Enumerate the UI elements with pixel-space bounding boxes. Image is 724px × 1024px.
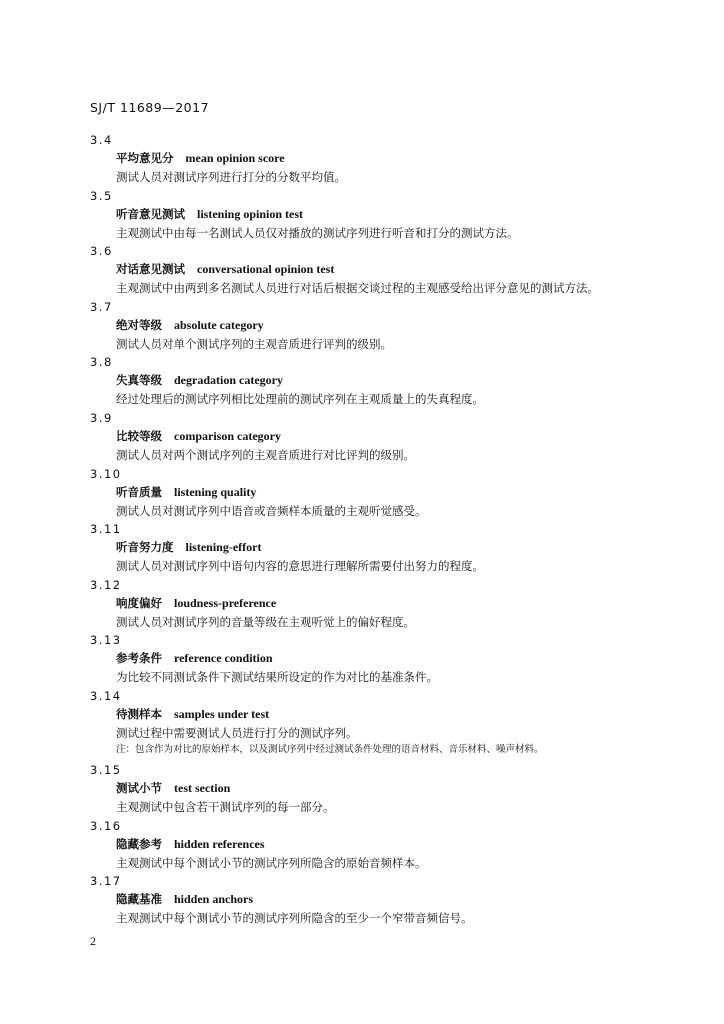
term-chinese: 失真等级 (116, 373, 162, 388)
term-definition: 主观测试中每个测试小节的测试序列所隐含的至少一个窄带音频信号。 (116, 911, 473, 926)
term-definition: 测试人员对测试序列进行打分的分数平均值。 (116, 170, 346, 184)
term-heading (116, 260, 334, 278)
term-heading (116, 890, 253, 908)
term-number: 3.8 (90, 355, 113, 370)
term-english: conversational opinion test (197, 262, 335, 277)
term-number: 3.10 (90, 466, 122, 481)
term-english: listening-effort (185, 540, 262, 555)
term-entry (0, 354, 724, 410)
term-heading (116, 538, 261, 556)
term-chinese: 听音意见测试 (116, 206, 185, 221)
term-number: 3.5 (90, 188, 113, 203)
term-entry (0, 410, 724, 466)
term-english: listening quality (174, 484, 257, 499)
term-heading (116, 594, 276, 612)
term-chinese: 平均意见分 (116, 151, 174, 165)
term-chinese: 隐藏基准 (116, 892, 162, 907)
term-number: 3.15 (90, 762, 122, 777)
term-definition: 主观测试中每个测试小节的测试序列所隐含的原始音频样本。 (116, 855, 427, 870)
term-heading (116, 835, 265, 853)
term-entry (0, 243, 724, 299)
term-definition: 主观测试中由两到多名测试人员进行对话后根据交谈过程的主观感受给出评分意见的测试方法。 (116, 281, 599, 296)
term-english: loudness-preference (174, 595, 277, 610)
term-definition: 主观测试中由每一名测试人员仅对播放的测试序列进行听音和打分的测试方法。 (116, 225, 519, 240)
term-heading (116, 427, 281, 445)
term-heading (116, 483, 256, 501)
term-heading (116, 649, 273, 667)
term-chinese: 听音努力度 (116, 540, 174, 555)
term-chinese: 测试小节 (116, 780, 162, 795)
term-english: samples under test (174, 706, 270, 721)
term-number: 3.4 (90, 133, 113, 147)
term-definition: 测试人员对测试序列中语句内容的意思进行理解所需要付出努力的程度。 (116, 559, 484, 574)
term-entry (0, 466, 724, 522)
term-chinese: 听音质量 (116, 484, 162, 499)
term-number: 3.6 (90, 244, 113, 259)
term-definition: 测试人员对单个测试序列的主观音质进行评判的级别。 (116, 336, 392, 351)
term-english: degradation category (174, 373, 283, 388)
term-entry (0, 873, 724, 929)
term-definition: 测试人员对两个测试序列的主观音质进行对比评判的级别。 (116, 447, 415, 462)
term-entry (0, 632, 724, 688)
term-heading (116, 779, 230, 797)
term-list (0, 132, 724, 929)
term-note: 注：包含作为对比的原始样本，以及测试序列中经过测试条件处理的语音材料、音乐材料、噪声材料。 (116, 743, 544, 755)
term-english: listening opinion test (197, 206, 304, 221)
term-entry (0, 188, 724, 244)
term-number: 3.12 (90, 577, 122, 592)
term-english: comparison category (174, 428, 281, 443)
term-chinese: 绝对等级 (116, 317, 162, 332)
term-chinese: 待测样本 (116, 706, 162, 721)
term-chinese: 响度偏好 (116, 595, 162, 610)
term-english: reference condition (174, 651, 273, 666)
term-definition: 为比较不同测试条件下测试结果所设定的作为对比的基准条件。 (116, 670, 438, 685)
term-chinese: 比较等级 (116, 428, 162, 443)
term-entry (0, 688, 724, 762)
term-english: hidden references (174, 836, 265, 851)
term-number: 3.14 (90, 688, 122, 703)
term-number: 3.9 (90, 410, 113, 425)
term-english: absolute category (174, 317, 264, 332)
term-definition: 测试过程中需要测试人员进行打分的测试序列。 (116, 725, 358, 740)
page-number: 2 (90, 934, 96, 948)
term-number: 3.16 (90, 818, 122, 833)
term-entry (0, 521, 724, 577)
term-entry (0, 818, 724, 874)
term-entry (0, 762, 724, 818)
term-number: 3.7 (90, 299, 113, 314)
term-chinese: 参考条件 (116, 651, 162, 666)
term-definition: 主观测试中包含若干测试序列的每一部分。 (116, 799, 335, 814)
term-entry (0, 299, 724, 355)
term-entry (0, 132, 724, 188)
term-heading (116, 705, 269, 723)
term-definition: 经过处理后的测试序列相比处理前的测试序列在主观质量上的失真程度。 (116, 392, 484, 407)
document-header: SJ/T 11689—2017 (90, 100, 210, 115)
term-chinese: 对话意见测试 (116, 262, 185, 277)
term-definition: 测试人员对测试序列的音量等级在主观听觉上的偏好程度。 (116, 614, 415, 629)
term-entry (0, 577, 724, 633)
term-number: 3.17 (90, 874, 122, 889)
term-english: hidden anchors (174, 892, 254, 907)
term-heading (116, 371, 283, 389)
term-heading (116, 205, 303, 223)
term-chinese: 隐藏参考 (116, 836, 162, 851)
term-english: mean opinion score (185, 151, 285, 165)
term-number: 3.11 (90, 522, 122, 537)
term-heading (116, 316, 264, 334)
term-english: test section (174, 780, 231, 795)
term-definition: 测试人员对测试序列中语音或音频样本质量的主观听觉感受。 (116, 503, 427, 518)
term-heading (116, 149, 285, 167)
term-number: 3.13 (90, 633, 122, 648)
